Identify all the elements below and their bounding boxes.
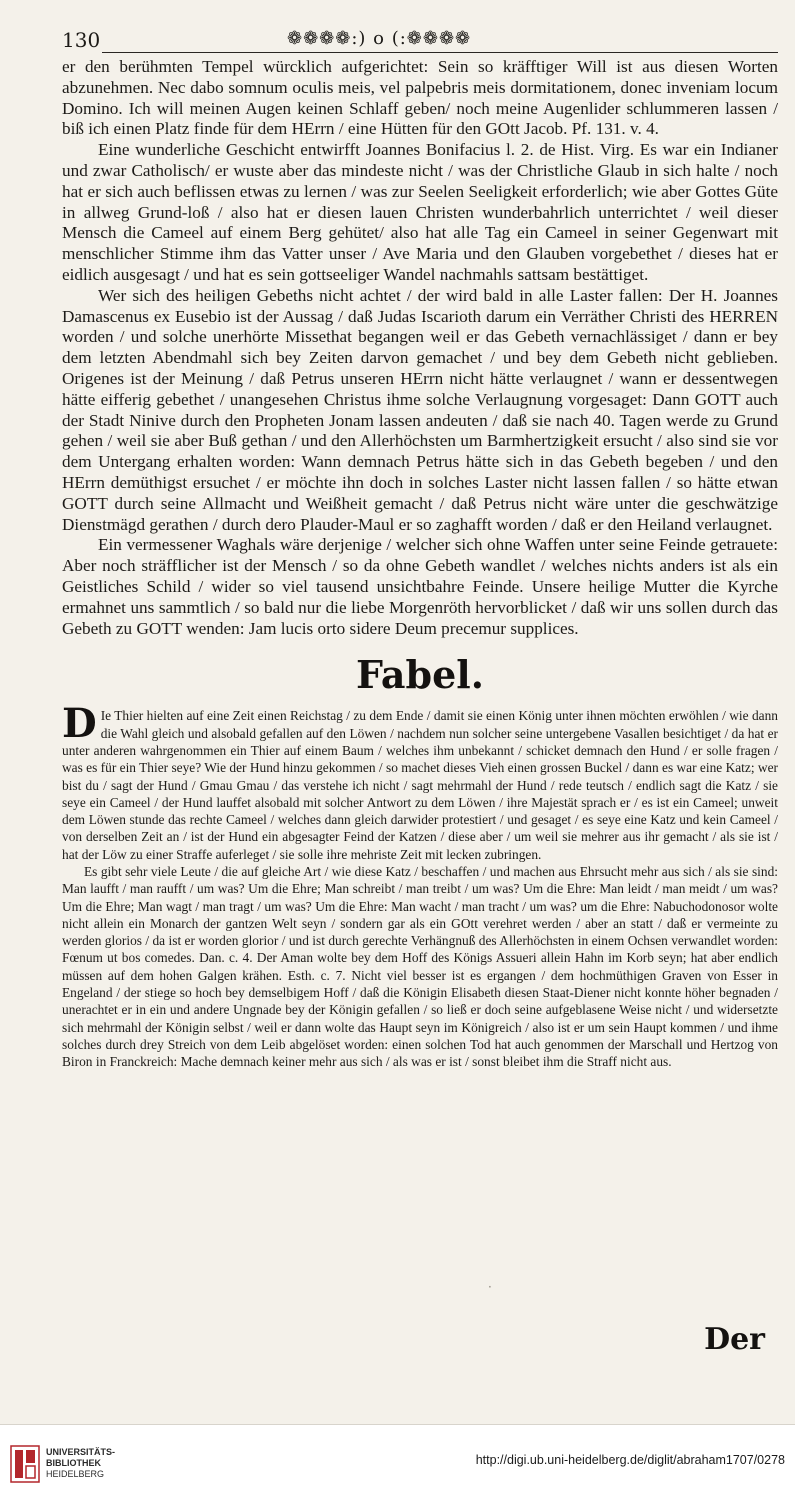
- main-paragraph-4: Ein vermessener Waghals wäre derjenige / welcher sich ohne Waffen unter seine Feinde getrauete: Aber noch sträfflicher ist der Mensch / so da ohne Gebeth wandlet / welches nichts anders ist als ein Geistliches Schild / wider so viel tausend unsichtbahre Feinde. Unsere heilige Mutter die Kyrche ermahnet uns sammtlich / so bald nur die liebe Morgenröth hervorblicket / daß wir uns sollen durch das Gebeth zu GOTT wenden: Jam lucis orto sidere Deum precemur supplices.: [62, 535, 778, 638]
- library-logo-icon: [10, 1445, 40, 1483]
- fable-paragraph-1: [62, 700, 778, 863]
- fable-paragraph-1-text: Ie Thier hielten auf eine Zeit einen Reichstag / zu dem Ende / damit sie einen König unter ihnen möchten erwöhlen / wie dann die Wahl gleich und alsobald gefallen auf den Löwen / nachdem nun solcher seine untergebene Vasallen besichtiget / da hat er unter anderen wahrgenommen ein Thier auf einem Baum / welches ihm unbekannt / schicket demnach den Hund / er solle fragen / was es für ein Thier seye? Wie der Hund hinzu gekommen / so machet dieses Vieh einen grossen Buckel / dann es war eine Katz; wer bist du / sagt der Hund / Gmau Gmau / das verstehe ich nicht / sagt mehrmahl der Hund / rede teutsch / endlich sagt die Katz / sie seye ein Cameel / der Hund lauffet alsobald mit solcher Antwort zu dem Löwen / ihre Majestät sprach er / es ist ein Cameel; unweit dem Löwen stunde das rechte Cameel / welches dann gleich darwider protestiert / und gesaget / es seye eine Katz und kein Cameel / von derselben Zeit an / ist der Hund ein abgesagter Feind der Katzen / diese aber / um weil sie mehrer aus ihr gemacht / als sie ist / hat der Löw zu einer Straffe auferleget / sie solle ihre mehriste Zeit mit lecken zubringen.: [62, 708, 778, 862]
- drop-cap: D: [62, 700, 97, 748]
- page-number: 130: [62, 28, 101, 52]
- source-url-link[interactable]: http://digi.ub.uni-heidelberg.de/diglit/abraham1707/0278: [475, 1453, 785, 1467]
- page-body: [62, 57, 778, 1071]
- fable-paragraph-2: Es gibt sehr viele Leute / die auf gleiche Art / wie diese Katz / beschaffen / und machen aus Ehrsucht mehr aus sich / als sie sind: Man laufft / man raufft / um was? Um die Ehre; Man schreibt / man treibt / um was? Um die Ehre: Man leidt / man meidt / um was? Um die Ehre; Man wagt / man tragt / um was? Um die Ehre: Man wacht / man tracht / um was? um die Ehre: Nabuchodonosor wolte nicht allein ein Monarch der gantzen Welt seyn / sondern gar als ein GOtt verehret werden / aber an statt / daß er vermeinte zu werden glorios / da ist er worden glorior / und ist durch gerechte Verhängnuß des Allerhöchsten in einem Ochsen verwandlet worden: Fœnum ut bos comedes. Dan. c. 4. Der Aman wolte bey dem Hoff des Königs Assueri allein Hahn im Korb seyn; hat aber endlich müssen auf dem hohen Galgen krähen. Esth. c. 7. Nicht viel besser ist es ergangen / dem hochmüthigen Graven von Esser in Engeland / der stiege so hoch bey demselbigem Hoff / daß die Königin Elisabeth diesen Staat-Diener nicht konnte höher begnaden / unerachtet er in ein und andere Ungnade bey der Königin gefallen / so ließ er doch seine aufgeblasene Weise nicht / und widersetzte sich mehrmahl der Königin selbst / weil er dann wolte das Haupt seyn im Königreich / also ist er um sein Haupt kommen / und ihme solches durch drey Streich von dem Leib abgelöset worden: einen solchen Tod hat auch genommen der Marschall und Hertzog von Biron in Franckreich: Mache demnach keiner mehr aus sich / als was er ist / sonst bleibet ihm die Straff nicht aus.: [62, 863, 778, 1070]
- logo-line-1: UNIVERSITÄTS-: [46, 1447, 116, 1457]
- library-logo[interactable]: [10, 1443, 130, 1487]
- main-paragraph-3: Wer sich des heiligen Gebeths nicht achtet / der wird bald in alle Laster fallen: Der H. Joannes Damascenus ex Eusebio ist der Aussag / daß Judas Iscarioth darum ein Verräther Christi des HERREN worden / und solche unerhörte Missethat begangen weil er das Gebeth vernachlässiget / dann er bey dem letzten Abendmahl sich bey Zeiten darvon gemachet / und bey dem Gebeth nicht geblieben. Origenes ist der Meinung / daß Petrus unseren HErrn nicht hätte verlaugnet / wann er dessentwegen hätte eifferig gebethet / unangesehen Christus ihme solche Verlaugnung vorgesaget: Dann GOTT auch der Stadt Ninive durch den Propheten Jonam lassen andeuten / daß sie nach 40. Tagen werde zu Grund gehen / weil sie aber Buß gethan / und den Allerhöchsten um Barmhertzigkeit ersucht / also sind sie vor dem Untergang erhalten worden: Wann demnach Petrus hätte sich in das Gebeth begeben / und den HErrn demüthigst ersuchet / er möchte ihn doch in solches Laster nicht lassen fallen / so hätte etwan GOTT durch seine Allmacht und Weißheit gemacht / daß Petrus nicht wäre unter die geschwätzige Dienstmägd gerathen / durch dero Plauder-Maul er so zaghafft worden / daß er den Heiland verlaugnet.: [62, 285, 778, 534]
- fable-heading: Fabel.: [356, 652, 484, 698]
- catchword: Der: [704, 1322, 765, 1357]
- fable-text: [62, 700, 778, 1070]
- logo-line-3: HEIDELBERG: [46, 1469, 105, 1479]
- header-rule: [102, 52, 778, 53]
- main-text: [62, 57, 778, 639]
- page-header: [62, 26, 778, 54]
- main-paragraph-1: er den berühmten Tempel würcklich aufgerichtet: Sein so kräfftiger Will ist aus diesen Worten abzunehmen. Nec dabo somnum oculis meis, vel palpebris meis dormitationem, donec inveniam locum Domino. Ich will meinen Augen keinen Schlaff geben/ noch meine Augenlider schlummeren lassen / biß ich einen Platz finde für dem HErrn / eine Hütten für den GOtt Jacob. Pf. 131. v. 4.: [62, 57, 778, 139]
- print-speck: ·: [488, 1280, 492, 1294]
- main-paragraph-2: Eine wunderliche Geschicht entwirfft Joannes Bonifacius l. 2. de Hist. Virg. Es war ein Indianer und zwar Catholisch/ er wuste aber das mindeste nicht / was der Christliche Glaub in sich halte / noch hat er sich auch beflissen etwas zu lernen / was zur Seelen Seeligkeit erforderlich; wie aber Gottes Güte in allweg Grund-loß / also hat er diesen lauen Christen wunderbahrlich unterrichtet / weil dieser Mensch die Cameel auf einem Berg gehütet/ also hat alle Tag ein Cameel in seiner Gegenwart mit menschlicher Stimme ihm das Vatter unser / Ave Maria und den Glauben vorgebethet / dieses hat er eidlich ausgesagt / und hat es sein gottseeliger Wandel nachmahls sattsam bestättiget.: [62, 140, 778, 284]
- logo-line-2: BIBLIOTHEK: [46, 1458, 101, 1468]
- library-logo-text: [46, 1447, 115, 1480]
- viewer-footer: [0, 1424, 795, 1497]
- header-ornament: ❁❁❁❁:) o (:❁❁❁❁: [287, 28, 472, 49]
